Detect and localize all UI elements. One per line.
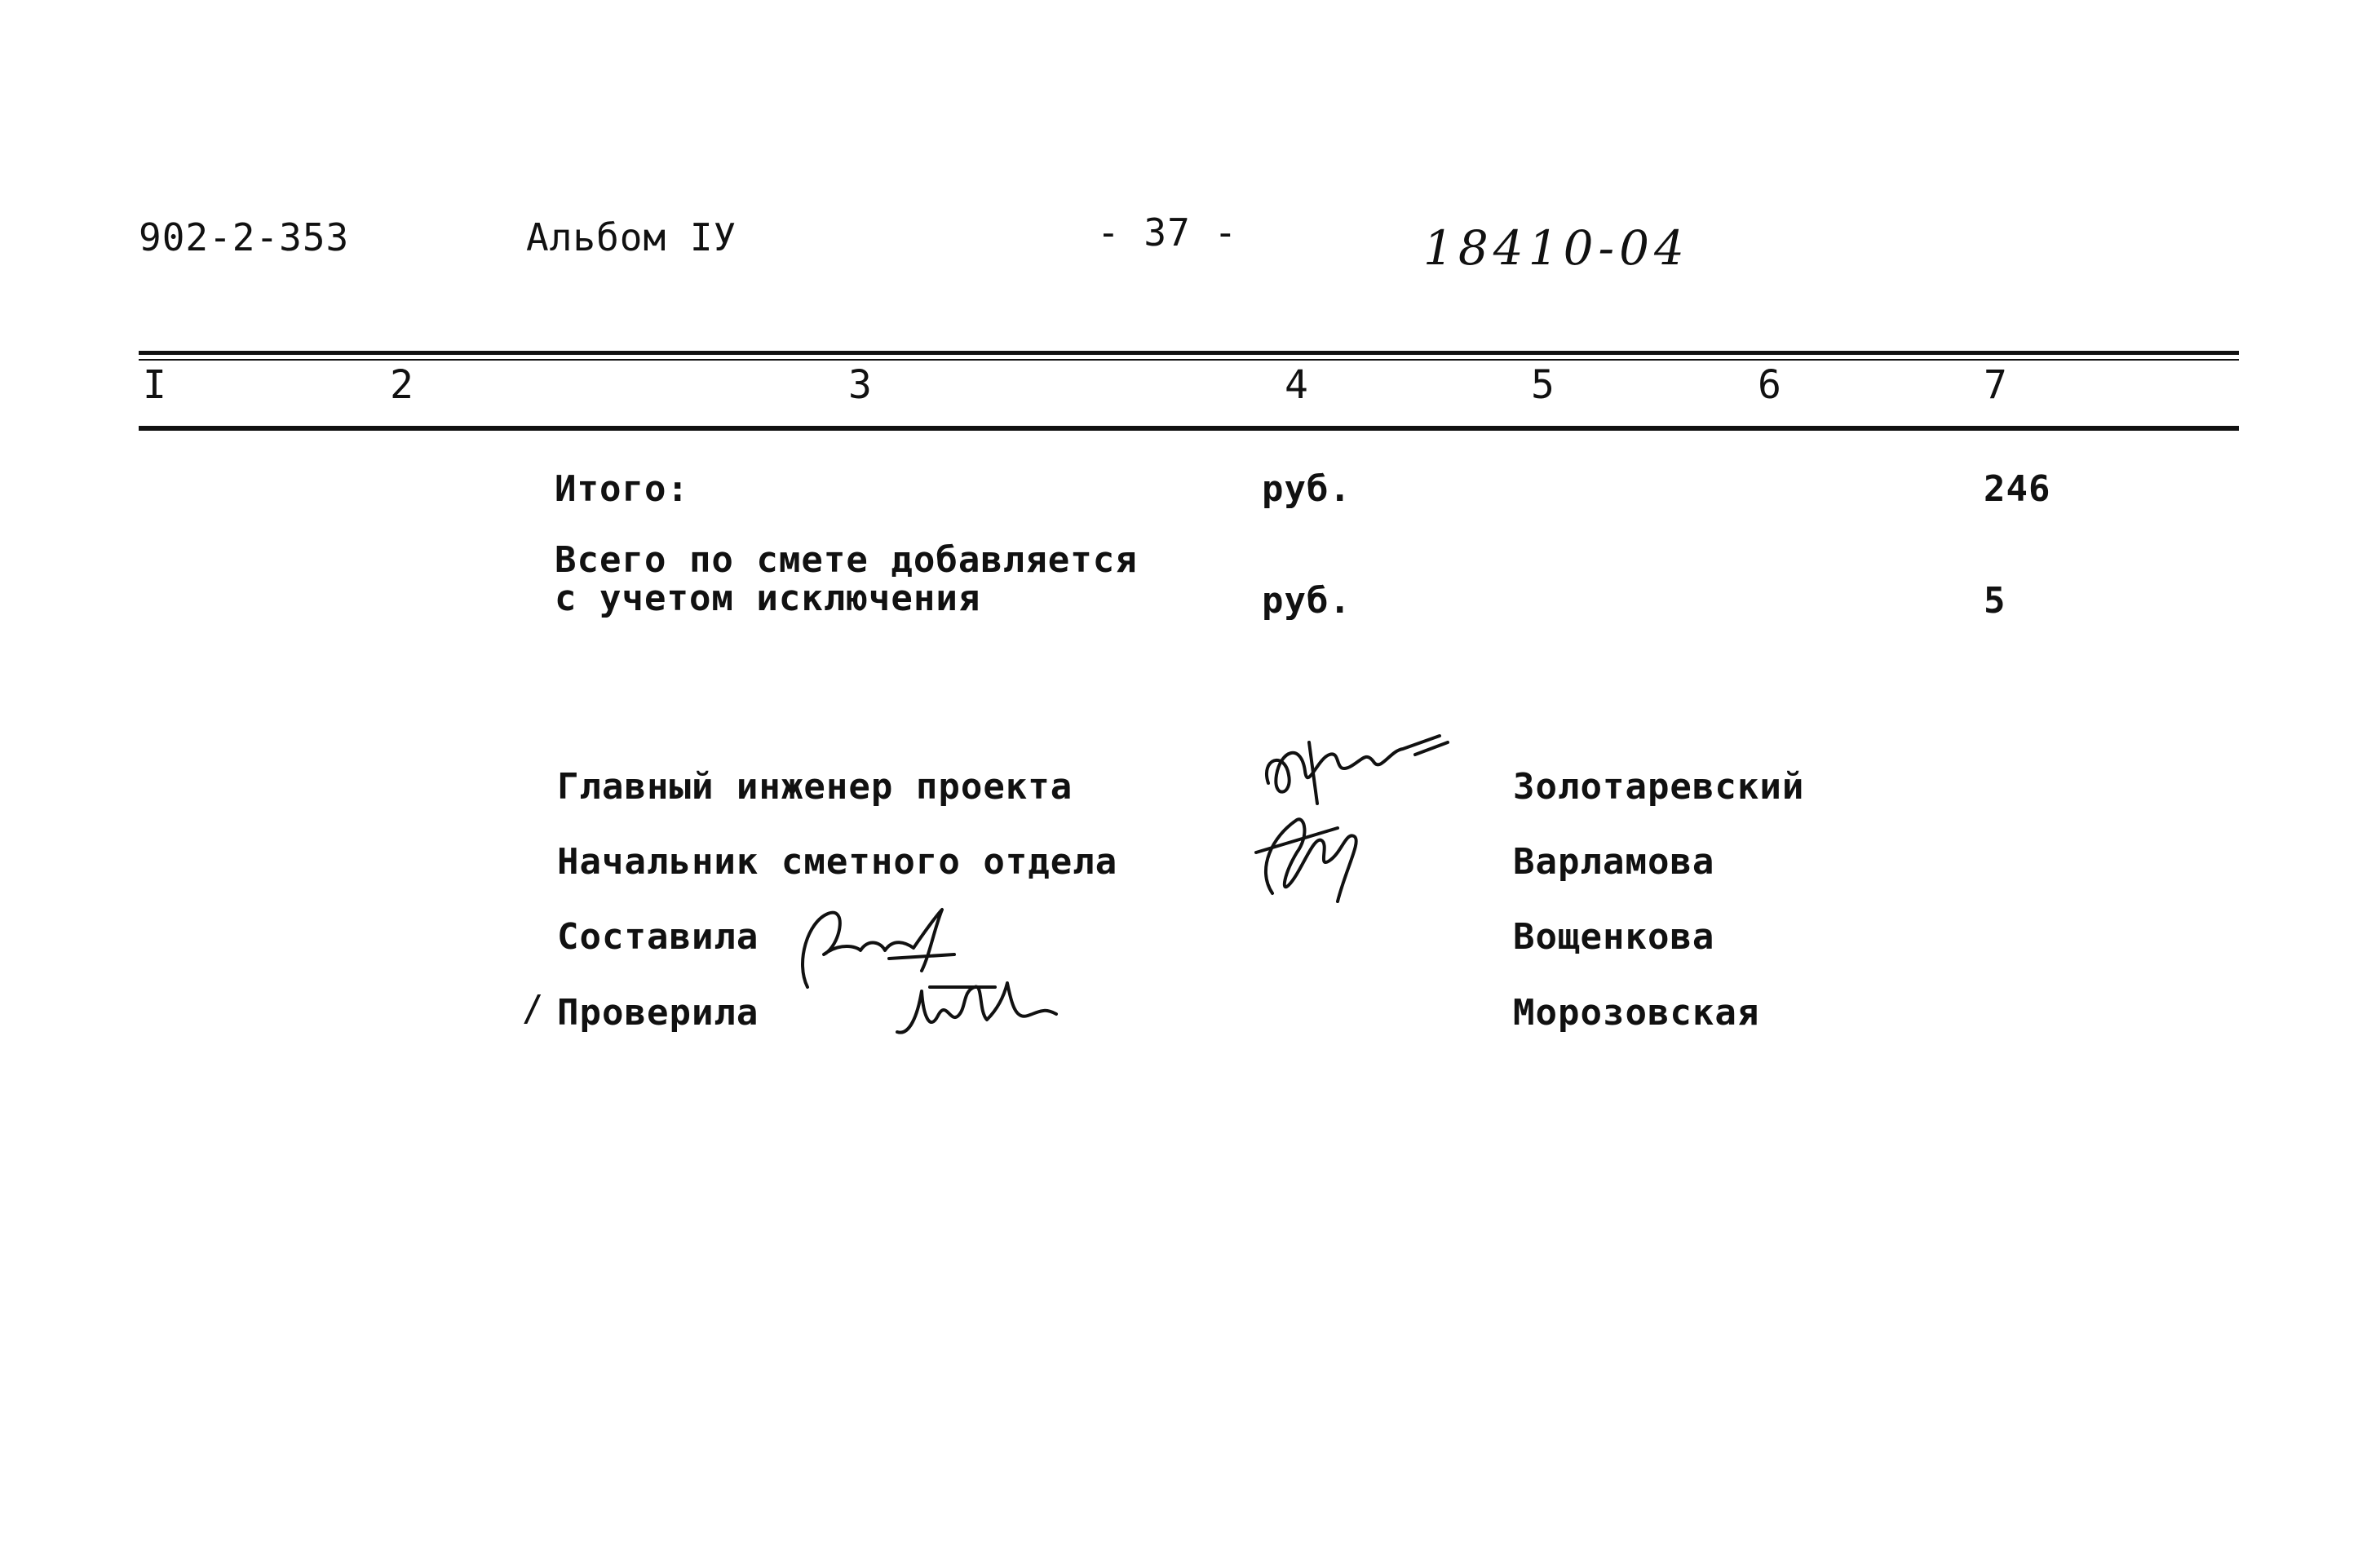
column-number-1: I — [143, 362, 166, 408]
row-grand-total-unit: руб. — [1262, 580, 1351, 622]
handwritten-document-number: 18410-04 — [1423, 220, 1689, 276]
signature-name-checked-by: Морозовская — [1513, 992, 1760, 1034]
column-number-7: 7 — [1984, 362, 2007, 408]
margin-mark: / — [522, 988, 545, 1030]
column-number-4: 4 — [1285, 362, 1308, 408]
column-number-6: 6 — [1758, 362, 1781, 408]
row-grand-total-description-line1: Всего по смете добавляется — [555, 539, 1138, 581]
album-label: Альбом IУ — [526, 215, 737, 259]
signature-role-checked-by: Проверила — [557, 992, 759, 1034]
column-number-3: 3 — [848, 362, 872, 408]
signature-name-estimate-head: Варламова — [1513, 841, 1715, 883]
document-code: 902-2-353 — [139, 215, 350, 259]
signature-name-chief-engineer: Золотаревский — [1513, 766, 1805, 808]
signature-name-compiled-by: Вощенкова — [1513, 916, 1715, 958]
signature-scribble-checked-by — [881, 967, 1085, 1056]
row-total-description: Итого: — [555, 468, 689, 510]
page-number: - 37 - — [1097, 210, 1238, 255]
table-top-rule — [139, 351, 2239, 355]
row-total-unit: руб. — [1262, 468, 1351, 510]
row-total-value: 246 — [1984, 468, 2051, 510]
signature-role-chief-engineer: Главный инженер проекта — [557, 766, 1073, 808]
table-top-rule-thin — [139, 359, 2239, 361]
table-header-bottom-rule — [139, 426, 2239, 431]
column-number-2: 2 — [390, 362, 414, 408]
column-number-5: 5 — [1531, 362, 1555, 408]
signature-role-compiled-by: Составила — [557, 916, 759, 958]
signature-scribble-estimate-head — [1240, 804, 1378, 926]
signature-role-estimate-head: Начальник сметного отдела — [557, 841, 1118, 883]
row-grand-total-description-line2: с учетом исключения — [555, 578, 981, 619]
row-grand-total-value: 5 — [1984, 580, 2006, 622]
